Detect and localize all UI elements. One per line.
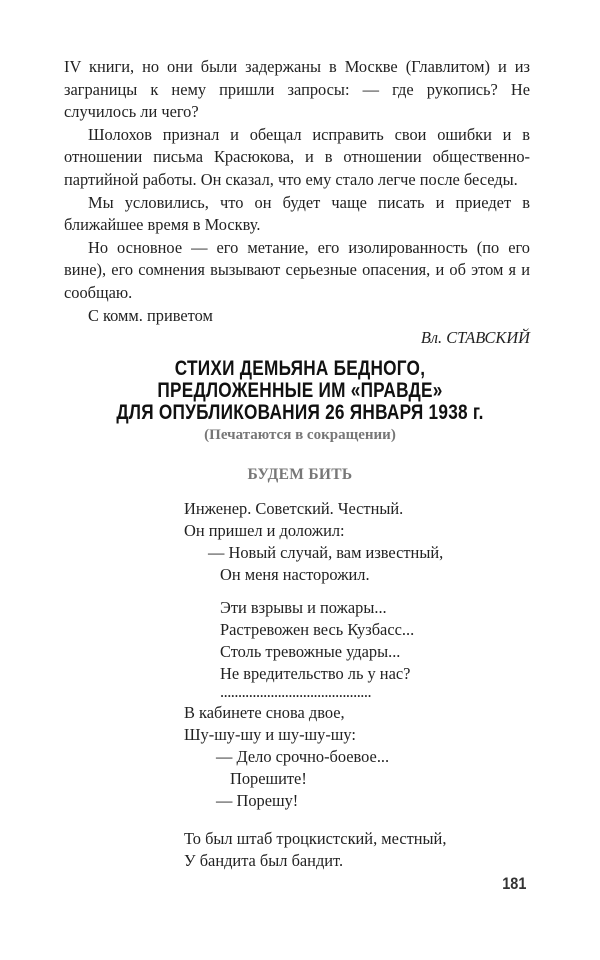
- section-title-line: СТИХИ ДЕМЬЯНА БЕДНОГО,: [174, 357, 426, 380]
- paragraph: Шолохов признал и обещал исправить свои ошибки и в отношении письма Красюкова, и в отношении общественно-партийной работы. Он сказал, что ему стало легче после беседы.: [64, 124, 530, 189]
- poem-line: Эти взрывы и пожары...: [220, 598, 387, 617]
- poem-line: Порешите!: [230, 769, 307, 788]
- section-title-line: ПРЕДЛОЖЕННЫЕ ИМ «ПРАВДЕ»: [157, 379, 443, 402]
- ellipsis-separator: ..........................................: [220, 682, 372, 701]
- poem-line: Инженер. Советский. Честный.: [184, 499, 404, 518]
- signature: Вл. СТАВСКИЙ: [420, 328, 530, 348]
- poem-line: Он пришел и доложил:: [184, 521, 345, 540]
- poem-line: — Новый случай, вам известный,: [208, 543, 444, 562]
- closing-line: С комм. приветом: [88, 305, 213, 325]
- poem-line: — Порешу!: [216, 791, 299, 810]
- poem-line: То был штаб троцкистский, местный,: [184, 829, 447, 848]
- section-title-line: ДЛЯ ОПУБЛИКОВАНИЯ 26 ЯНВАРЯ 1938 г.: [116, 401, 484, 424]
- paragraph: IV книги, но они были задержаны в Москве (Главлитом) и из заграницы к нему пришли запросы: — где рукопись? Не случилось ли чего?: [64, 57, 530, 122]
- poem-line: В кабинете снова двое,: [184, 703, 345, 722]
- paragraph: Но основное — его метание, его изолированность (по его вине), его сомнения вызывают серьезные опасения, и об этом я и сообщаю.: [64, 237, 530, 302]
- poem-line: Столь тревожные удары...: [220, 642, 401, 661]
- paragraph: Мы условились, что он будет чаще писать и приедет в ближайшее время в Москву.: [64, 192, 530, 235]
- poem-title: БУДЕМ БИТЬ: [247, 466, 353, 483]
- section-subtitle: (Печатаются в сокращении): [204, 427, 396, 443]
- page-number: 181: [501, 874, 526, 893]
- poem-line: Не вредительство ль у нас?: [220, 664, 411, 683]
- section-heading: [0, 358, 600, 444]
- letter-text: [64, 56, 530, 350]
- poem-line: Он меня насторожил.: [220, 565, 370, 584]
- poem-line: — Дело срочно-боевое...: [216, 747, 390, 766]
- poem-line: Шу-шу-шу и шу-шу-шу:: [184, 725, 356, 744]
- poem-line: Растревожен весь Кузбасс...: [220, 620, 415, 639]
- poem-line: У бандита был бандит.: [184, 851, 344, 870]
